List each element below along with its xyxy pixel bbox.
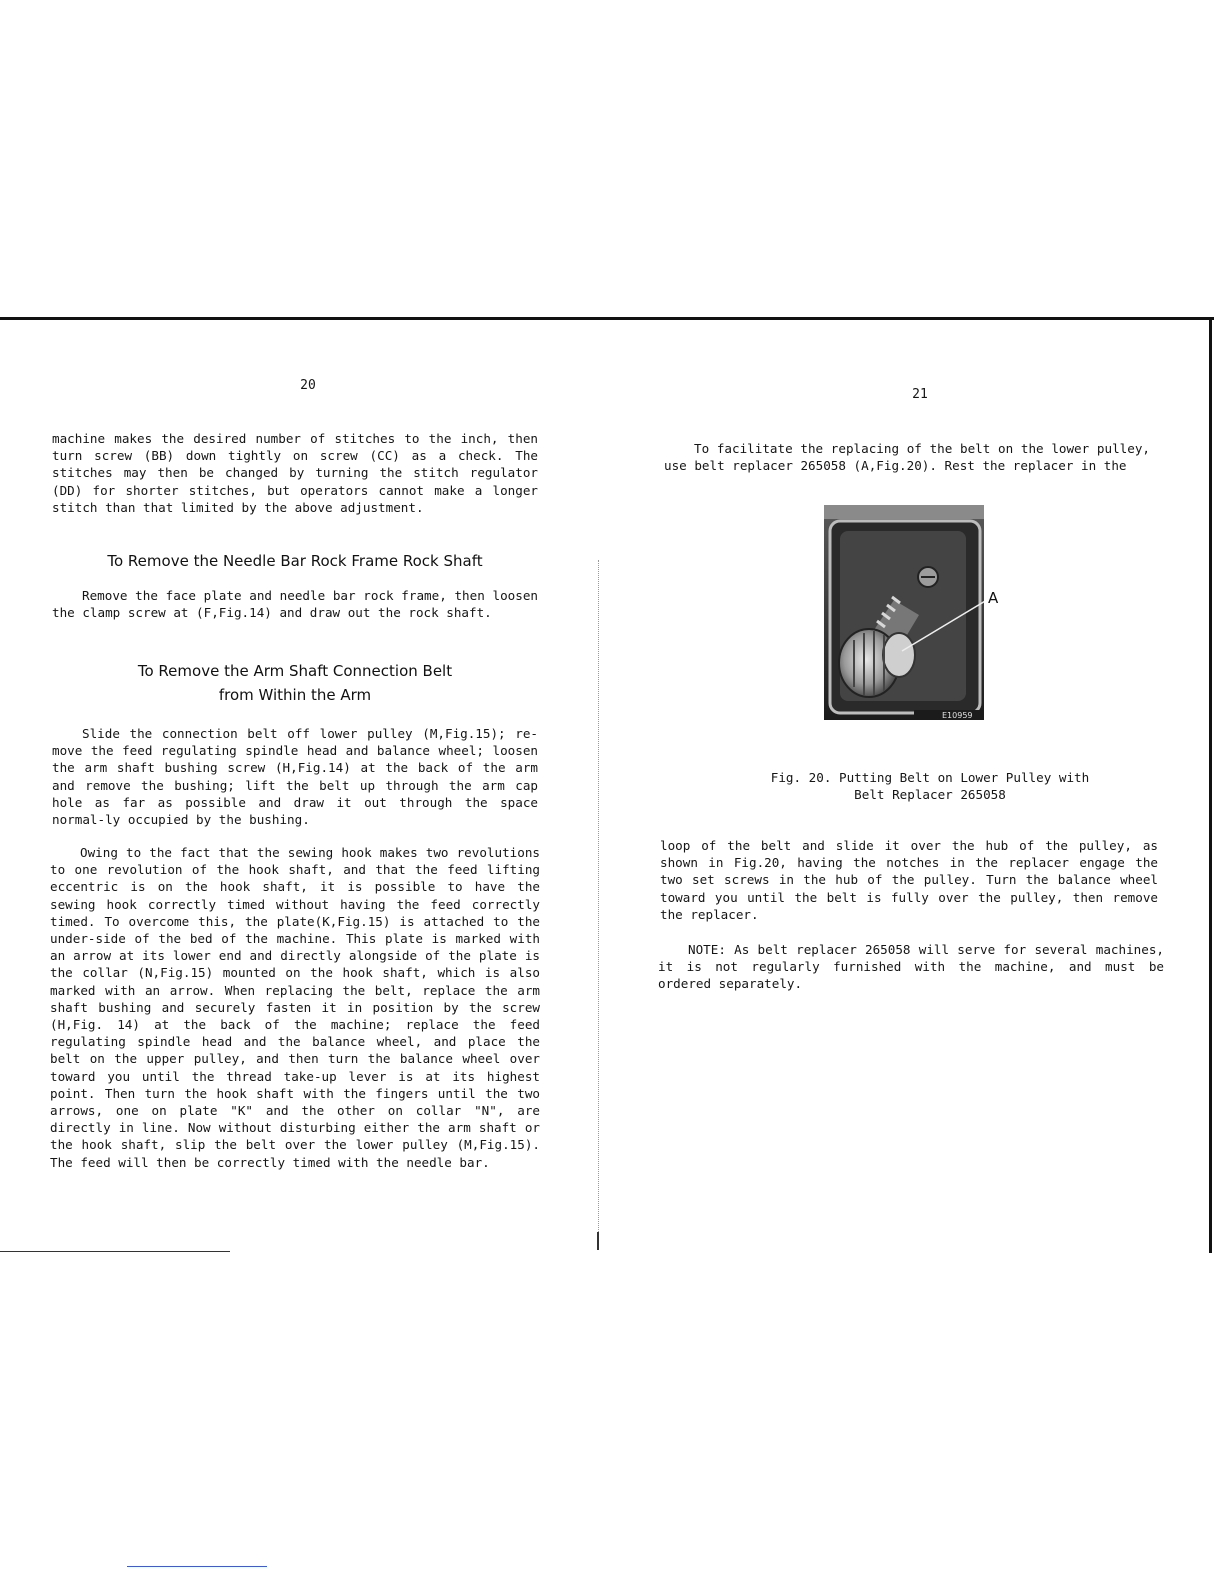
spread-right-border xyxy=(1209,317,1212,1253)
figure-caption-line2: Belt Replacer 265058 xyxy=(854,787,1006,802)
belt-replacer-illustration xyxy=(824,505,984,740)
heading-rock-shaft: To Remove the Needle Bar Rock Frame Rock Shaft xyxy=(107,552,483,570)
left-page-number: 20 xyxy=(300,378,316,393)
page-gutter xyxy=(598,560,600,1250)
plate-code-text: E10959 xyxy=(942,711,973,720)
paragraph-timing: Owing to the fact that the sewing hook makes two revolutions to one revolution of the hook shaft, and that the feed lifting eccentric is on the hook shaft, it is possible to have the sewing hook correctly timed without having the feed correctly timed. To overcome this, the plate(K,Fig.15) is attached to the under-side of the bed of the machine. This plate is marked with an arrow at its lower end and directly alongside of the plate is the collar (N,Fig.15) mounted on the hook shaft, which is also marked with an arrow. When replacing the belt, replace the arm shaft bushing and securely fasten it in position by the screw (H,Fig. 14) at the back of the machine; replace the feed regulating spindle head and the balance wheel, and place the belt on the upper pulley, and then turn the balance wheel over toward you until the thread take-up lever is at its highest point. Then turn the hook shaft with the fingers until the two arrows, one on plate "K" and the other on collar "N", are directly in line. Now without disturbing either the arm shaft or the hook shaft, slip the belt over the lower pulley (M,Fig.15). The feed will then be correctly timed with the needle bar. xyxy=(50,845,540,1170)
paragraph-rock-shaft: Remove the face plate and needle bar rock frame, then loosen the clamp screw at (F,Fig.14) and draw out the rock shaft. xyxy=(52,588,538,621)
right-paragraph-loop: loop of the belt and slide it over the hub of the pulley, as shown in Fig.20, having the notches in the replacer engage the two set screws in the hub of the pulley. Turn the balance wheel toward you until the belt is fully over the pulley, then remove the replacer. xyxy=(660,838,1158,922)
figure-belt-replacer-photo xyxy=(824,505,984,740)
right-page-number: 21 xyxy=(912,387,928,402)
figure-caption-line1: Fig. 20. Putting Belt on Lower Pulley with xyxy=(770,770,1090,785)
left-intro-paragraph: machine makes the desired number of stitches to the inch, then turn screw (BB) down tightly on screw (CC) as a check. The stitches may then be changed by turning the stitch regulator (DD) for shorter stitches, but operators cannot make a longer stitch than that limited by the above adjustment. xyxy=(52,431,538,515)
blue-underline-rule xyxy=(127,1566,267,1567)
paragraph-slide-belt: Slide the connection belt off lower pulley (M,Fig.15); re-move the feed regulating spindle head and balance wheel; loosen the arm shaft bushing screw (H,Fig.14) at the back of the arm and remove the bushing; lift the belt up through the arm cap hole as far as possible and draw it out through the space normal-ly occupied by the bushing. xyxy=(52,726,538,828)
figure-label-a: A xyxy=(988,589,999,607)
heading-belt-line2: from Within the Arm xyxy=(218,686,372,704)
right-intro-paragraph: To facilitate the replacing of the belt on the lower pulley, use belt replacer 265058 (A,Fig.20). Rest the replacer in the xyxy=(664,441,1150,474)
gutter-mark xyxy=(597,1232,599,1250)
spread-top-border xyxy=(0,317,1214,320)
note-paragraph: NOTE: As belt replacer 265058 will serve for several machines, it is not regularly furnished with the machine, and must be ordered separately. xyxy=(658,942,1164,992)
spread-bottom-rule xyxy=(0,1251,230,1252)
heading-belt-line1: To Remove the Arm Shaft Connection Belt xyxy=(137,662,453,680)
